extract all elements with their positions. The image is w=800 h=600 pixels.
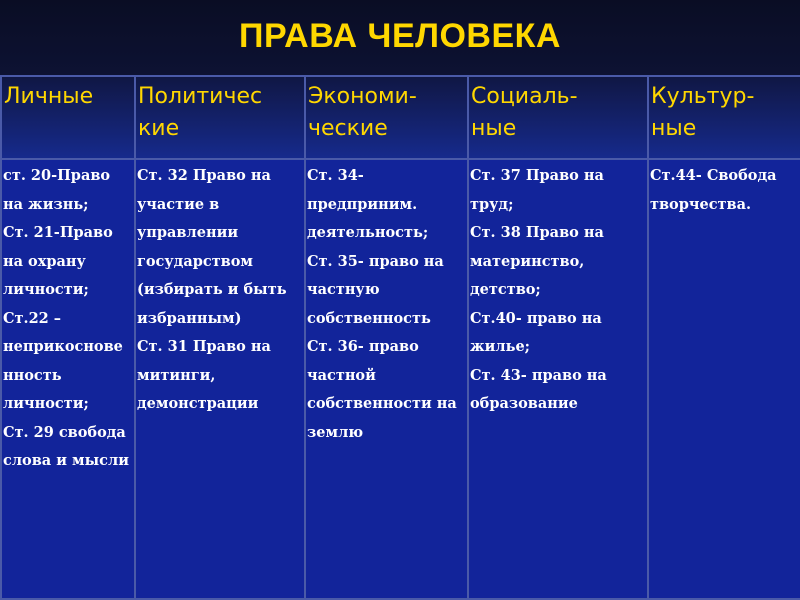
header-cultural: Культур- ные bbox=[648, 76, 800, 159]
cell-social: Ст. 37 Право на труд; Ст. 38 Право на материнство, детство; Ст.40- право на жилье; Ст. 43- право на образование bbox=[468, 159, 648, 599]
table-header-row bbox=[1, 76, 800, 159]
cell-personal: ст. 20-Право на жизнь; Ст. 21-Право на охрану личности; Ст.22 – неприкосновенность личности; Ст. 29 свобода слова и мысли bbox=[1, 159, 135, 599]
table-row bbox=[1, 159, 800, 599]
cell-cultural: Ст.44- Свобода творчества. bbox=[648, 159, 800, 599]
page-title: ПРАВА ЧЕЛОВЕКА bbox=[239, 16, 561, 55]
header-economic: Экономи- ческие bbox=[305, 76, 468, 159]
header-social: Социаль- ные bbox=[468, 76, 648, 159]
header-personal: Личные bbox=[1, 76, 135, 159]
cell-economic: Ст. 34-предприним. деятельность; Ст. 35- право на частную собственность Ст. 36- право частной собственности на землю bbox=[305, 159, 468, 599]
header-political: Политичес кие bbox=[135, 76, 305, 159]
rights-table bbox=[0, 75, 800, 600]
cell-political: Ст. 32 Право на участие в управлении государством (избирать и быть избранным) Ст. 31 Право на митинги, демонстрации bbox=[135, 159, 305, 599]
